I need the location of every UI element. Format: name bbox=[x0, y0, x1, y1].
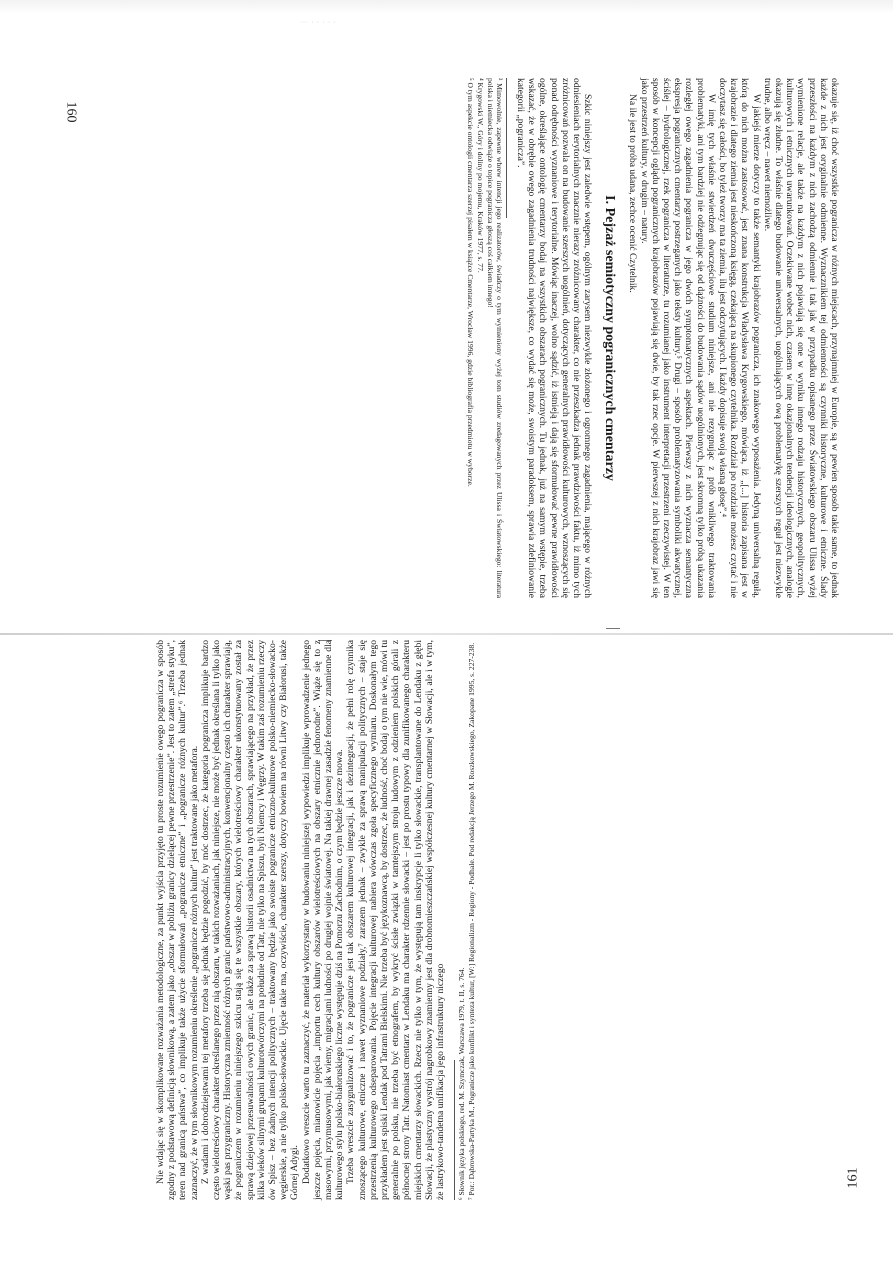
page-160-body-after-heading bbox=[515, 78, 593, 598]
section-heading: I. Pejzaż semiotyczny pogranicznych cmentarzy bbox=[602, 195, 618, 481]
paragraph: okazuje się, iż choć wszystkie pogranicza w różnych miejscach, przynajmniej w Europie, są w pewien sposób takie same, to jednak każde z nich jest oryginalnie odmienne. Wyznacznikiem tej odmienności są czynniki historyczne, kulturowe i etniczne. Ślady przeszłości na każdym z nich zachodzą odmiennie i tak jak w przypadku opisanego przez Światowskiego obszaru Ulissa wyżej wymienione relacje, ale także na każdym z nich pojawiają się one w wyniku innego rodzaju historycznych, geopolitycznych, kulturowych i etnicznych uwarunkowań. Oczekiwane wobec nich, czasem w innę okazjonalnych tendencji ideologicznych, analogie okazują się złudne. To właśnie dlatego budowanie uniwersalnych, uogólniających ową problematykę szerszych reguł jest niezwykle trudne, albo wręcz – nawet niemożliwe. bbox=[761, 78, 840, 598]
page-161-body bbox=[155, 640, 446, 1200]
page-number: 161 bbox=[845, 1167, 861, 1189]
footnote-rule bbox=[504, 78, 507, 218]
page-160-body bbox=[627, 78, 840, 598]
scan-edge bbox=[0, 0, 893, 14]
paragraph: Dodatkowo wreszcie warto tu zaznaczyć, że materiał wykorzystany w budowaniu niniejszej wypowiedzi implikuje wprowadzenie jednego jeszcze pojęcia, mianowicie pojęcia „importu cech kultury obszarów wielotreściowych na obszary etnicznie jednorodne”. Wiąże się to z masowymi, przymusowymi, jak wiemy, migracjami ludności po drugiej wojnie światowej. Na takiej drawnej zasadzie fenomeny znamienne dla kulturowego stylu polsko-białoruskiego liczne występuje dziś na Pomorzu Zachodnim, o czym będzie jeszcze mowa. bbox=[300, 640, 346, 1200]
page-160-content bbox=[190, 78, 840, 598]
paragraph: Trzeba wreszcie zasygnalizować i to, że pogranicze jest tak obszarem kulturowej integracji, jak i dezintegracji, że pełni rolę czynnika znoszącego kulturowe, etniczne i nawet wyznaniowe podziały,⁷ zarazem jednak – zwykle za sprawą manipulacji politycznych – staje się przestrzenią kulturowego odseparowania. Pojęcie integracji kulturowej nabiera wówczas zgoła specyficznego wymiaru. Doskonałym tego przykładem jest spiski Lendak pod Tatrami Bielskimi. Nie trzeba być językoznawcą, by dostrzec, że ludność, choć bodaj o tym nie wie, mówi tu generalnie po polsku, nie trzeba być etnografem, by wykryć ścisłe związki w tamtejszym stroju ludowym z odzieniem polskich górali z północnej strony Tatr. Natomiast cmentarz w Lendaku ma charakter rdzennie słowacki – jest po prostu typowy dla zunifikowanego charakteru miejskich cmentarzy słowackich. Rzecz nie tylko w tym, że występują tam inskrypcje li tylko słowackie, transplantowane do Lendaku z głębi Słowacji, że plastyczny wystrój nagrobkowy znamienny jest dla drobnomieszczańskiej współczesnej kultury cmentarnej w Słowacji, ale i w tym, że lastrykowo-tandetna unifikacja jego infrastruktury niczego bbox=[345, 640, 447, 1200]
fold-mark bbox=[606, 628, 620, 629]
page-fold-line bbox=[0, 633, 893, 635]
page-161-content bbox=[155, 640, 875, 1200]
paragraph: Nie wdając się w skomplikowane rozważania metodologiczne, za punkt wyjścia przyjęto tu proste rozumienie owego pogranicza w sposób zgodny z podstawową definicją słownikową, a zatem jako „obszar w pobliżu granicy dzielącej pewne przestrzenie”. Jest to zatem „strefa styku”, teren nad granicą państwa”, co implikuje także użycie sformułowań „pogranicze etniczne” i „pogranicze różnych kultur”.⁶ Trzeba jednak zaznaczyć, że w tym słownikowym rozumieniu określenie „pogranicze różnych kultur” jest traktowane jako metafora. bbox=[155, 640, 200, 1200]
scan-header: ··· · · · · · bbox=[300, 20, 337, 26]
footnote: ³ Mimowolnie, zapewne wbrew intencji jego realizatorów, świadczy o tym wymieniony wyżej tom studiów zredagowanych przez Ulissa i Światowskiego: literatura polska i niemiecka odwiąże o topice pogranicza głoszą coś całkiem innego! bbox=[485, 78, 504, 598]
footnote: ⁴ Krygowski W., Góry i doliny po mojemu, Kraków 1977, s. 77. bbox=[475, 78, 485, 273]
paragraph: W imię tych właśnie stwierdzeń dwuczęściowe studium niniejsze, ani nie rezygnując z prób wnikliwego traktowania problematyki, ani tym bardziej nie odżegnując się od dążności do budowania sądów uogólnionych, jest skromną tylko próbą ukazania rozległej owego zagadnienia pogranicza w jego dwóch symptomatycznych aspektach. Pierwszy z nich wyznacza semantyczna ekspresja pogranicznych cmentarzy postrzeganych jako teksty kultury.⁵ Drugi – sposób problematyzowania symboliki akwatycznej, ściślej – hydrologicznej, rzek pogranicza w literaturze, tu rozumianej jako instrument interpretacji przestrzeni rzeczywistej. W ten sposób w koncepcji oglądu pogranicznych krajobrazów pojawiają się dwie, by tak rzec opcje. W pierwszej z nich krajobraz jawi się jako przestrzeń kultury, w drugim – natury. bbox=[638, 78, 717, 598]
paragraph: Szkic niniejszy jest zaledwie wstępem, ogólnym zarysem niezwykle złożonego i ogromnego zagadnienia, mającego w różnych odniesieniach terytorialnych znacznie nierazy zróżnicowany charakter, co nie przeszkadza jednak prawdziwości faktu, iż mimo tych zróżnicowań pozwala on na budowanie szerszych uogólnień, dotyczących generalnych prawidłowości kulturowych, wznoszących się ponad odrębności wyznaniowe i terytorialne. Mówiąc inaczej, wolno sądzić, iż istnieją i dają się sformułować pewne prawidłowości ogólne, określające ontologię cmentarzy bodaj na wszystkich obszarach pogranicznych. Tu jednak, już na samym wstępie, trzeba wskazać, że w obrębie owego zagadnienia trudności największe, co wydać się może, swoistym paradoksem, sprawia zdefiniowanie kategorii „pogranicza”. bbox=[514, 78, 594, 598]
footnote: ⁵ O tym aspekcie ontologii cmentarza szerzej pisałem w książce Cmentarze, Wrocław 1996, gdzie bibliografia przedmiotu w wyborze. bbox=[465, 78, 475, 487]
paragraph: Z wadami i dobrodziejstwami tej metafory trzeba się jednak będzie pogodzić, by móc dostrzec, że kategoria pogranicza implikuje bardzo często wielotreściowy charakter określanego przez nią obszaru, w takich rozważaniach, jak niniejsze, nie może być jednak określana li tylko jako wąski pas przygraniczny. Historyczna zmienność różnych granic państwowo-administracyjnych, konwencjonalny często ich charakter sprawiają, że pograniczem w rozumieniu niniejszego szkicu stają się te wszystkie obszary, których wielotreściowy charakter ukonstytuowany został za sprawą dziejowej przesuwalności owych granic, ale także za sprawą historii osadnictwa na tych obszarach, sprawiającego na przykład, że przez kilka wieków silnymi grupami kulturotwórczymi na południe od Tatr, nie tylko na Spiszu, byli Niemcy i Węgrzy. W takim zaś rozumieniu rzeczy ów Spisz – bez żadnych intencji politycznych – traktowany będzie jako swoiste pogranicze etniczno-kulturowe polsko-niemiecko-słowacko-węgierskie, a nie tylko polsko-słowackie. Ujęcie takie ma, oczywiście, charakter szerszy, dotyczy bowiem na równi Litwy czy Białorusi, także Górnej Adygi. bbox=[199, 640, 301, 1200]
page-number: 160 bbox=[63, 101, 79, 123]
paragraph: W jakiejś mierze dotyczy to także semantyki krajobrazów pogranicza, ich znakowego wyposażenia. Jedyną uniwersalną regułą, którą do nich można zastosować, jest znana konstrukcja Władysława Krygowskiego, mówiąca, iż „[...] historia zapisana jest w krajobrazie i dlatego ziemia jest nieskończoną księgą, czekającą na skupionego czytelnika. Rozdział po rozdziale możesz czytać i nie doczytasz się całości, bo tyleż tworzy ma ta ziemia, ilu jest odczytujących. I każdy dopisuje swoją własną głosę”.⁴ bbox=[716, 78, 762, 598]
footnote: ⁷ Por.: Dąbrowska-Partyka M., Pogranicze jako konflikt i synteza kultur, [W:] Regionalizm - Regiony - Podhale. Pod redakcją Jerzego M. Roszkowskiego, Zakopane 1995, s. 227-238. bbox=[467, 642, 477, 1200]
footnote: ⁶ Słownik języka polskiego, red. M. Szymczak, Warszawa 1979, t. II, s. 764. bbox=[457, 967, 467, 1200]
paragraph: Na ile jest to próba udana, zechce ocenić Czytelnik. bbox=[627, 94, 639, 293]
